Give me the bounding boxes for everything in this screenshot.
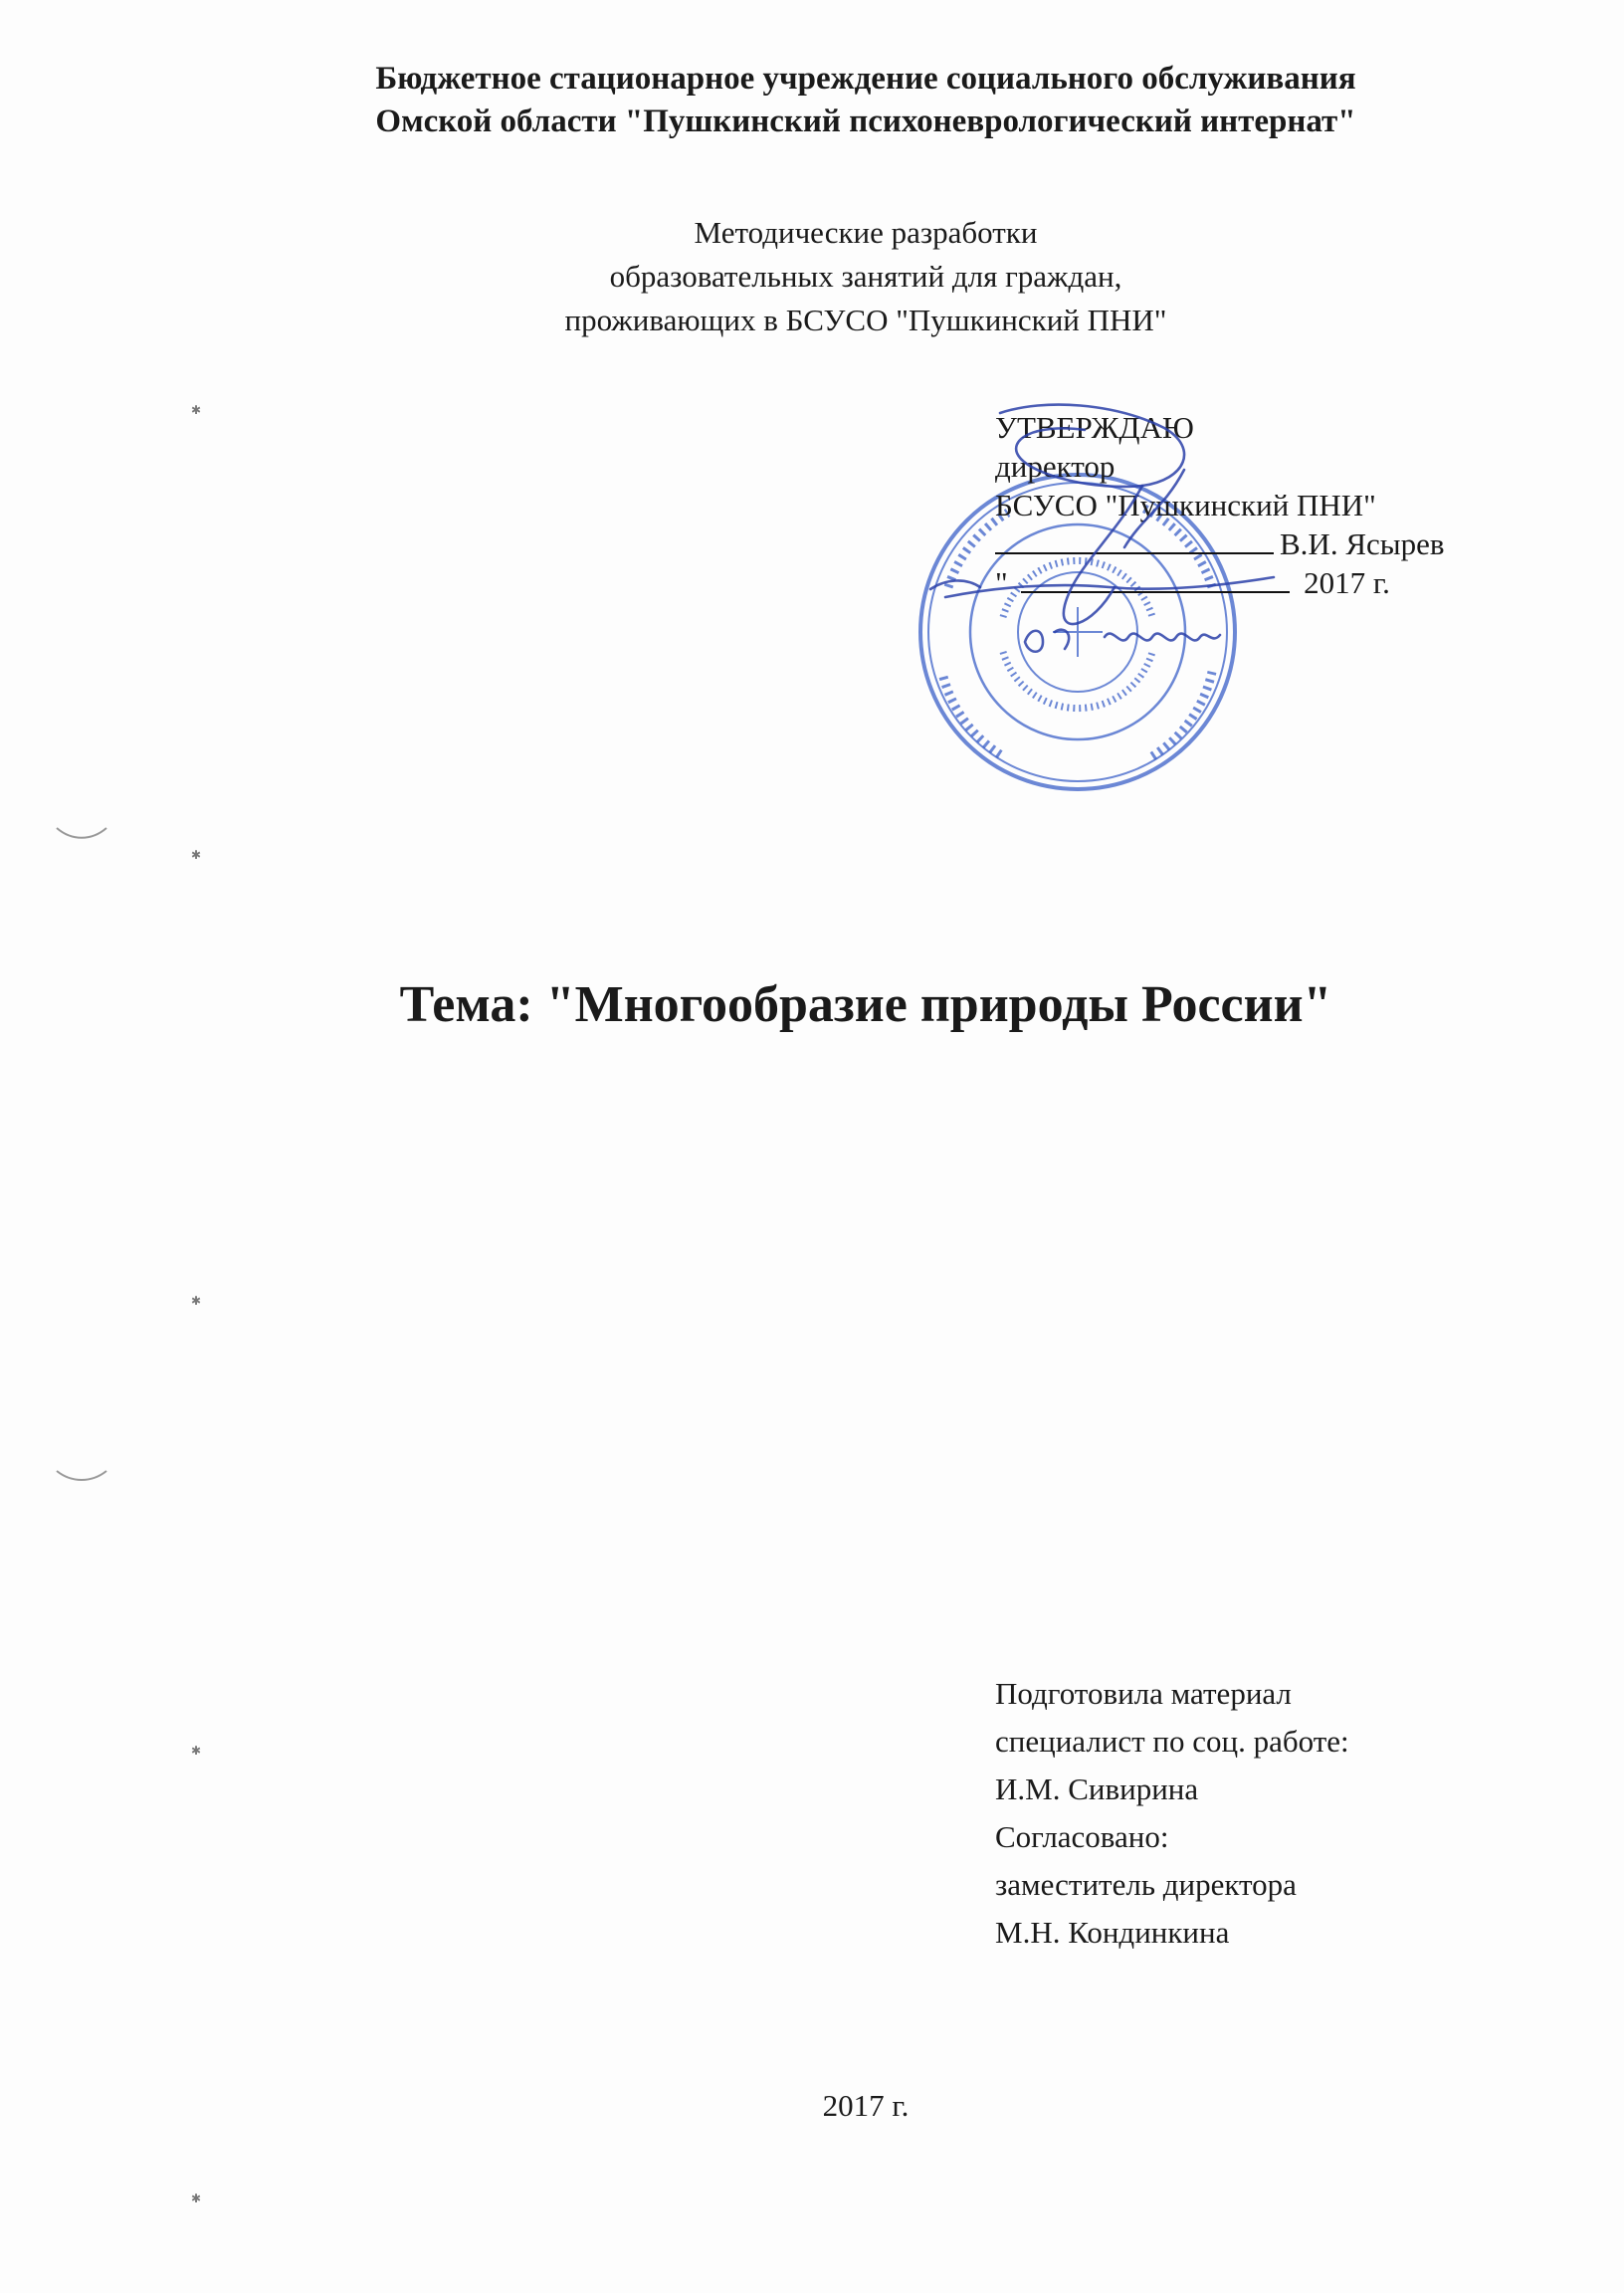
scan-speck: ✱ [191,2191,202,2205]
topic-title: Тема: "Многообразие природы России" [399,976,1332,1033]
prepared-line-2: специалист по соц. работе: [995,1724,1349,1759]
agreed-name: М.Н. Кондинкина [995,1915,1230,1950]
org-line-1: Бюджетное стационарное учреждение социального обслуживания [375,61,1356,97]
binder-hole-mark [52,816,111,846]
scan-speck: ✱ [191,1294,202,1308]
agreed-position: заместитель директора [995,1867,1297,1902]
subtitle-line-3: проживающих в БСУСО "Пушкинский ПНИ" [564,303,1167,337]
document-year: 2017 г. [822,2088,910,2123]
handwritten-signature [925,398,1304,687]
date-open-quote: " [995,565,1008,600]
prepared-author: И.М. Сивирина [995,1772,1199,1806]
approval-heading: УТВЕРЖДАЮ [995,410,1194,445]
approval-position: директор [995,449,1116,484]
approval-signatory: В.И. Ясырев [1280,526,1445,561]
prepared-line-1: Подготовила материал [995,1676,1292,1711]
approval-institution: БСУСО "Пушкинский ПНИ" [995,488,1376,522]
document-subtitle [0,211,1624,342]
prepared-block [995,1670,1349,1957]
organization-header [0,58,1624,143]
scan-speck: ✱ [191,403,202,417]
subtitle-line-2: образовательных занятий для граждан, [609,259,1122,294]
scan-speck: ✱ [191,1744,202,1758]
org-line-2: Омской области "Пушкинский психоневрологический интернат" [375,104,1356,139]
scan-speck: ✱ [191,848,202,862]
approval-year: 2017 г. [1304,565,1390,600]
agreed-label: Согласовано: [995,1819,1169,1854]
subtitle-line-1: Методические разработки [694,215,1038,250]
binder-hole-mark [52,1461,111,1491]
